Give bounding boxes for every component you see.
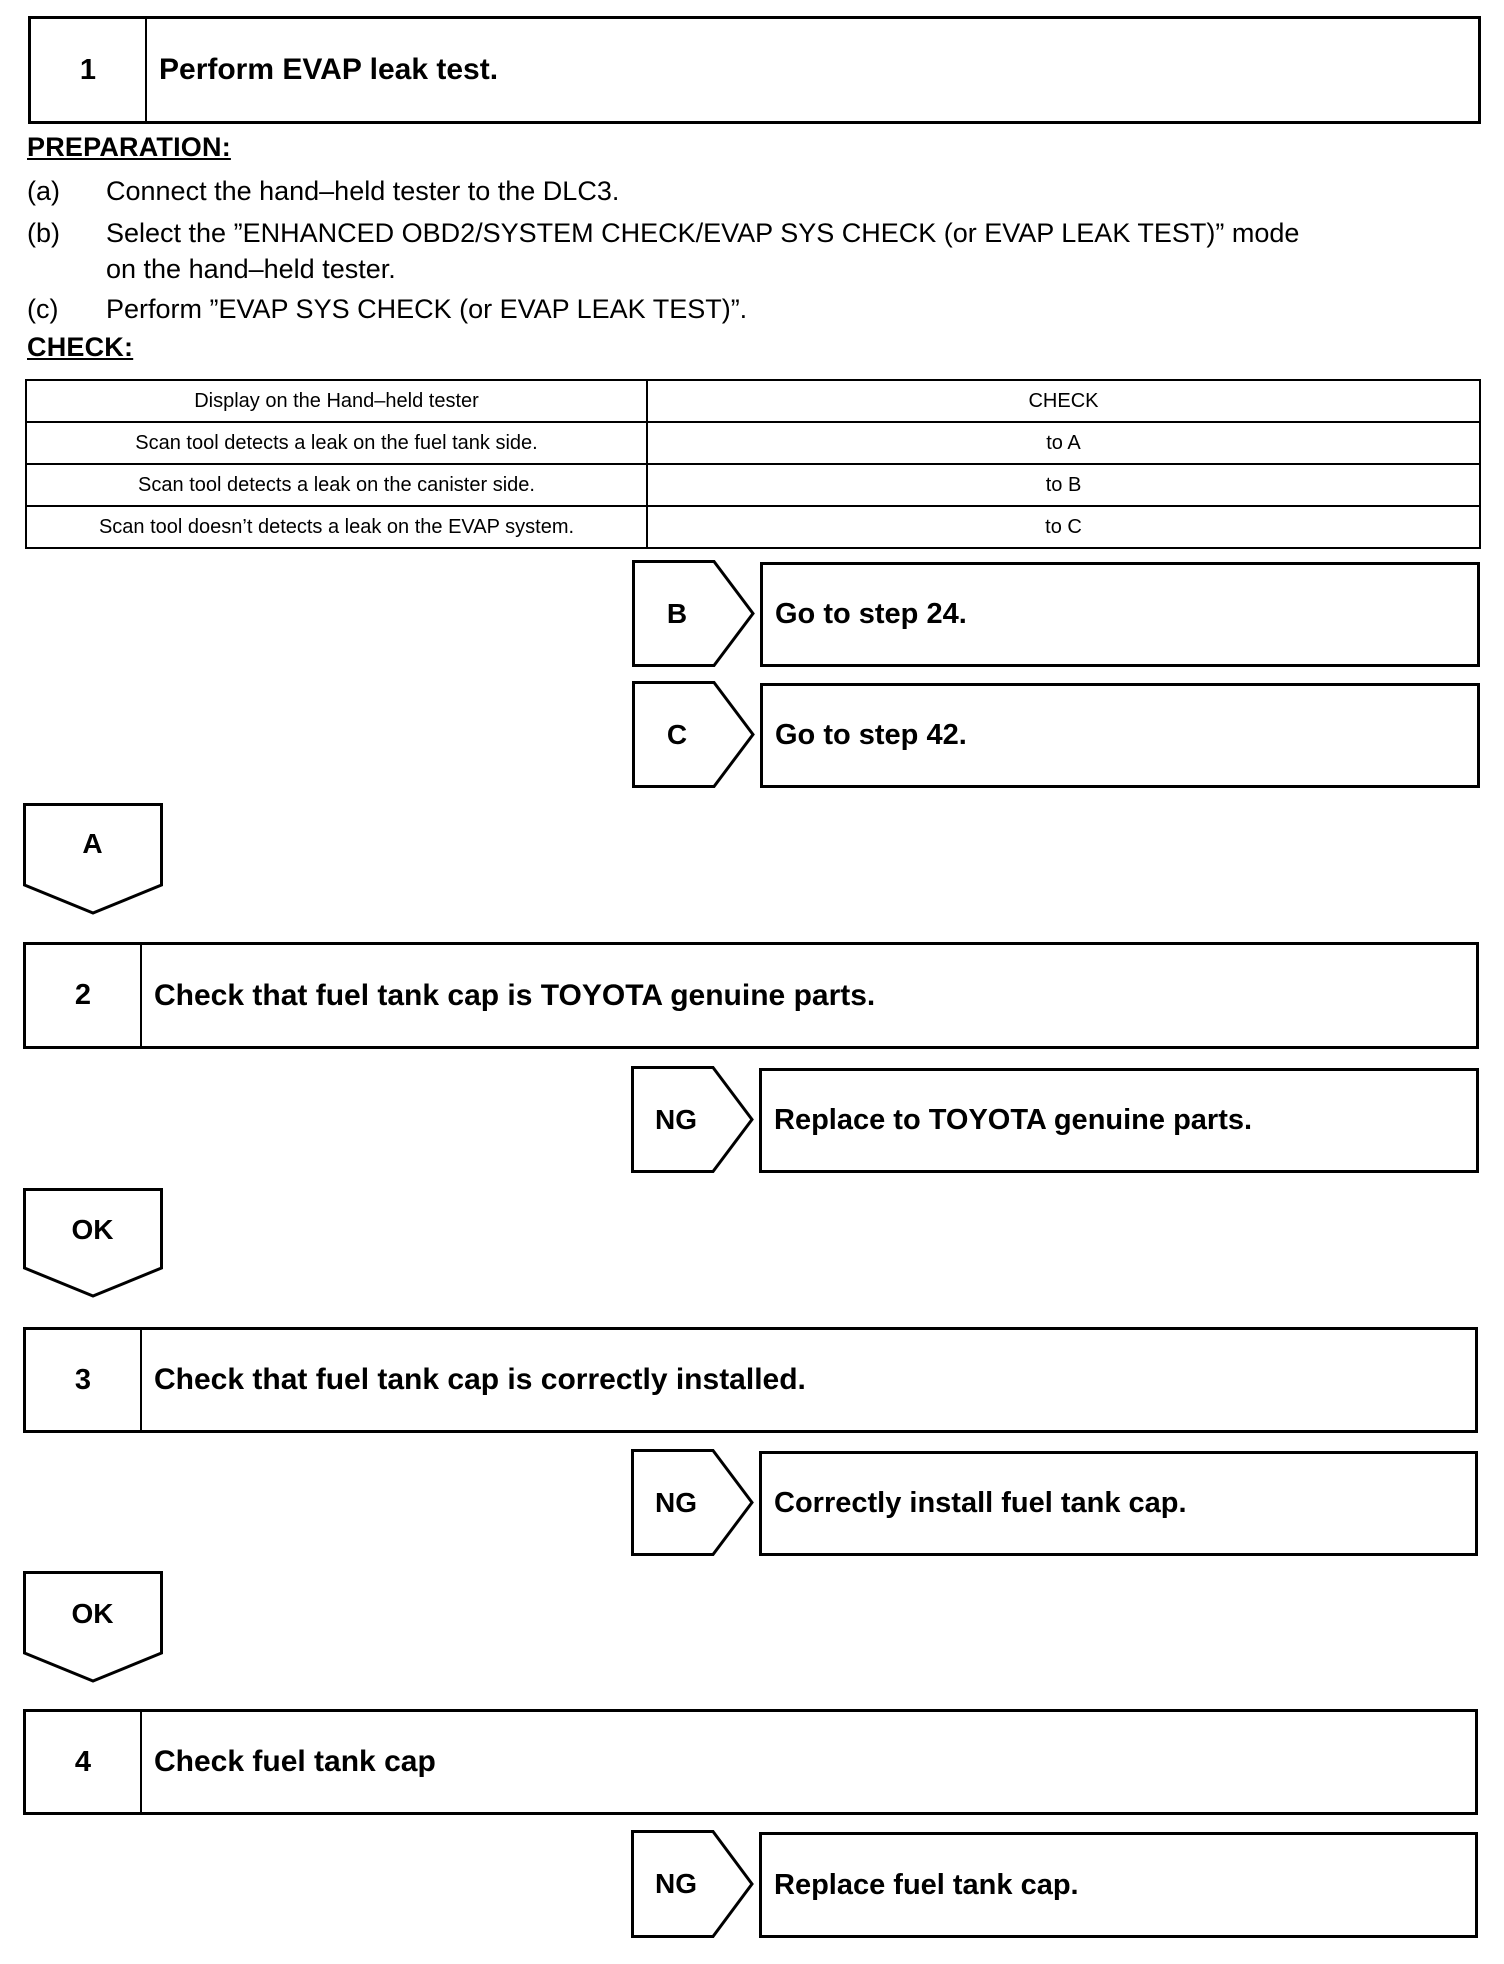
flow-label: OK (71, 1598, 114, 1629)
table-cell: Scan tool doesn’t detects a leak on the EVAP system. (26, 506, 647, 548)
preparation-heading: PREPARATION: (27, 132, 231, 162)
branch-ng-step-3 (631, 1449, 755, 1556)
flow-arrow-a (23, 803, 163, 915)
step-title: Check fuel tank cap (154, 1745, 436, 1778)
branch-b (632, 560, 756, 667)
branch-ng-step-4 (631, 1830, 755, 1938)
table-cell: Scan tool detects a leak on the canister side. (26, 464, 647, 506)
branch-label: NG (655, 1103, 697, 1135)
step-1-box (28, 16, 1481, 124)
table-row (26, 422, 1480, 464)
item-label: (b) (27, 218, 60, 248)
flow-arrow-ok (23, 1571, 163, 1683)
table-header-row (26, 380, 1480, 422)
step-number: 2 (26, 945, 142, 1046)
check-table (25, 379, 1481, 549)
step-number: 1 (31, 19, 147, 121)
table-cell: to C (647, 506, 1480, 548)
flow-arrow-ok (23, 1188, 163, 1298)
item-text: Perform ”EVAP SYS CHECK (or EVAP LEAK TEST)”. (106, 294, 748, 324)
branch-result: Go to step 24. (760, 562, 1480, 667)
step-2-box (23, 942, 1479, 1049)
item-label: (a) (27, 176, 60, 206)
step-3-box (23, 1327, 1478, 1433)
table-header: Display on the Hand–held tester (26, 380, 647, 422)
item-text: Select the ”ENHANCED OBD2/SYSTEM CHECK/EVAP SYS CHECK (or EVAP LEAK TEST)” mode (106, 218, 1300, 248)
branch-result: Go to step 42. (760, 683, 1480, 788)
check-heading: CHECK: (27, 332, 134, 362)
flow-label: A (82, 828, 103, 859)
table-cell: to B (647, 464, 1480, 506)
item-text: Connect the hand–held tester to the DLC3. (106, 176, 620, 206)
branch-c (632, 681, 756, 788)
branch-label: C (666, 718, 688, 750)
table-row (26, 506, 1480, 548)
table-cell: to A (647, 422, 1480, 464)
flow-label: OK (71, 1214, 114, 1245)
item-text-continuation: on the hand–held tester. (106, 254, 396, 284)
step-number: 3 (26, 1330, 142, 1430)
table-row (26, 464, 1480, 506)
step-title: Check that fuel tank cap is TOYOTA genuine parts. (154, 978, 876, 1012)
branch-label: B (666, 597, 688, 629)
branch-ng-step-2 (631, 1066, 755, 1173)
step-title: Perform EVAP leak test. (159, 53, 499, 86)
branch-label: NG (655, 1486, 697, 1518)
table-cell: Scan tool detects a leak on the fuel tank side. (26, 422, 647, 464)
step-4-box (23, 1709, 1478, 1815)
branch-result: Replace to TOYOTA genuine parts. (759, 1068, 1479, 1173)
table-header: CHECK (647, 380, 1480, 422)
branch-result: Replace fuel tank cap. (759, 1832, 1478, 1938)
step-title: Check that fuel tank cap is correctly installed. (154, 1363, 806, 1396)
item-label: (c) (27, 294, 59, 324)
branch-label: NG (655, 1868, 697, 1899)
step-number: 4 (26, 1712, 142, 1812)
branch-result: Correctly install fuel tank cap. (759, 1451, 1478, 1556)
